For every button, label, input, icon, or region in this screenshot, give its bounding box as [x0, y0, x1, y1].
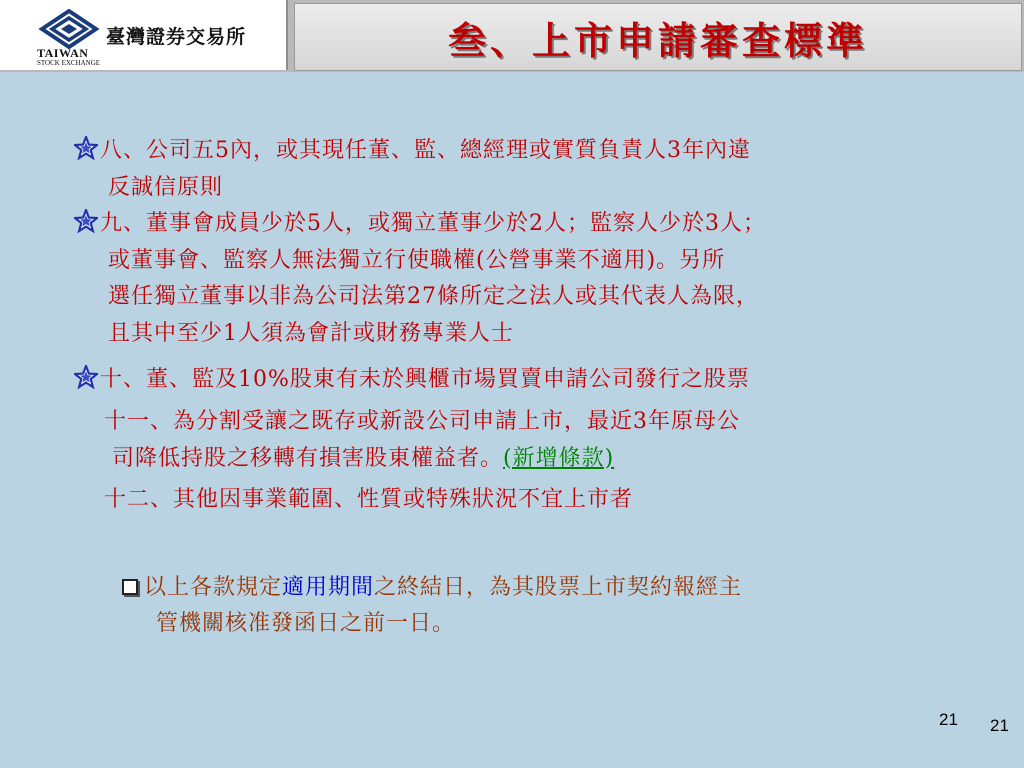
page-number: 21	[939, 710, 958, 729]
star-icon	[74, 209, 98, 233]
criteria-item-9-line-1: 九、董事會成員少於5人，或獨立董事少於2人；監察人少於3人；	[100, 211, 766, 236]
new-clause-tag: (新增條款)	[503, 445, 615, 471]
criteria-item-9-line-3: 選任獨立董事以非為公司法第27條所定之法人或其代表人為限，	[108, 284, 759, 309]
criteria-item-12	[74, 482, 994, 519]
criteria-item-11	[74, 404, 994, 477]
page-number-secondary: 21	[990, 716, 1009, 735]
criteria-item-11-line-1: 十一、為分割受讓之既存或新設公司申請上市，最近3年原母公	[104, 409, 740, 434]
criteria-item-10	[74, 362, 994, 399]
star-icon	[74, 365, 98, 389]
criteria-item-10-line-1: 十、董、監及10%股東有未於興櫃市場買賣申請公司發行之股票	[100, 367, 750, 392]
logo-english-name: TAIWAN	[37, 46, 89, 60]
logo-chinese-name: 臺灣證券交易所	[106, 26, 247, 48]
note-line-2: 管機關核准發函日之前一日。	[156, 611, 456, 636]
criteria-item-11-line-2: 司降低持股之移轉有損害股東權益者。	[112, 445, 504, 471]
star-icon	[74, 136, 98, 160]
applicability-note	[122, 570, 992, 642]
criteria-item-9-line-4: 且其中至少1人須為會計或財務專業人士	[108, 320, 514, 346]
criteria-item-8-line-1: 八、公司五5內，或其現任董、監、總經理或實質負責人3年內違	[100, 138, 751, 163]
logo-mark-icon	[38, 9, 100, 49]
criteria-item-12-line-1: 十二、其他因事業範圍、性質或特殊狀況不宜上市者	[104, 487, 634, 512]
logo	[0, 0, 288, 70]
note-suffix: 之終結日，為其股票上市契約報經主	[374, 575, 743, 600]
criteria-item-9	[74, 206, 994, 352]
criteria-item-8-line-2: 反誠信原則	[108, 174, 224, 200]
criteria-item-9-line-2: 或董事會、監察人無法獨立行使職權(公營事業不適用)。另所	[108, 247, 726, 273]
header-bar	[0, 0, 1024, 72]
title-box	[294, 3, 1022, 71]
slide-title: 叁、上市申請審查標準	[447, 18, 868, 63]
criteria-item-8	[74, 133, 994, 206]
logo-english-subname: STOCK EXCHANGE	[37, 59, 101, 67]
note-highlight: 適用期間	[282, 575, 375, 600]
checkbox-icon	[122, 579, 138, 595]
note-prefix: 以上各款規定	[144, 575, 283, 600]
